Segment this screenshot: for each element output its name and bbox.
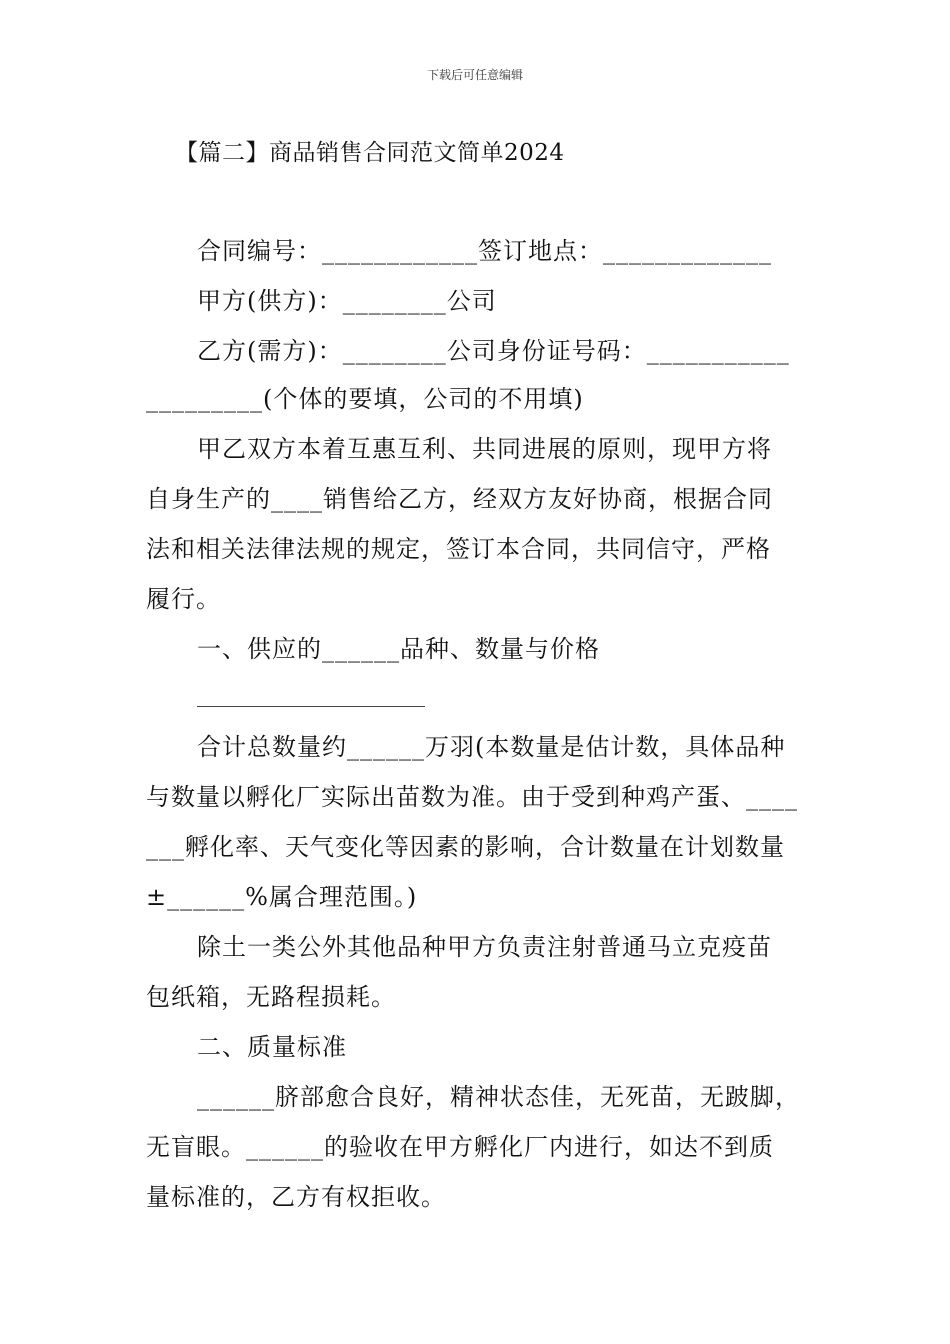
paragraph-line: ___孵化率、天气变化等因素的影响，合计数量在计划数量	[146, 833, 785, 861]
party-a-line: 甲方(供方)：________公司	[197, 287, 497, 315]
paragraph-line: ±______%属合理范围。)	[146, 883, 418, 911]
paragraph-line: 与数量以孵化厂实际出苗数为准。由于受到种鸡产蛋、____	[146, 783, 798, 811]
paragraph-line: 自身生产的____销售给乙方，经双方友好协商，根据合同	[146, 485, 773, 513]
paragraph-line: 履行。	[146, 585, 221, 613]
paragraph-line: 量标准的，乙方有权拒收。	[146, 1183, 446, 1211]
paragraph-line: 包纸箱，无路程损耗。	[146, 983, 396, 1011]
paragraph-line: 合计总数量约______万羽(本数量是估计数，具体品种	[197, 733, 786, 761]
section-heading-2: 二、质量标准	[197, 1033, 347, 1061]
blank-line	[197, 706, 425, 707]
section-heading-1: 一、供应的______品种、数量与价格	[197, 635, 600, 663]
header-note: 下载后可任意编辑	[426, 68, 523, 82]
party-b-line: 乙方(需方)：________公司身份证号码：___________	[197, 337, 790, 365]
document-title: 【篇二】商品销售合同范文简单2024	[175, 140, 565, 166]
paragraph-line: 除土一类公外其他品种甲方负责注射普通马立克疫苗	[197, 933, 772, 961]
paragraph-line: 甲乙双方本着互惠互利、共同进展的原则，现甲方将	[197, 435, 772, 463]
party-b-note-line: _________(个体的要填，公司的不用填)	[146, 385, 584, 413]
paragraph-line: ______脐部愈合良好，精神状态佳，无死苗，无跛脚，	[197, 1083, 800, 1111]
paragraph-line: 法和相关法律法规的规定，签订本合同，共同信守，严格	[146, 535, 771, 563]
contract-number-line: 合同编号：____________签订地点：_____________	[197, 237, 772, 265]
paragraph-line: 无盲眼。______的验收在甲方孵化厂内进行，如达不到质	[146, 1133, 774, 1161]
